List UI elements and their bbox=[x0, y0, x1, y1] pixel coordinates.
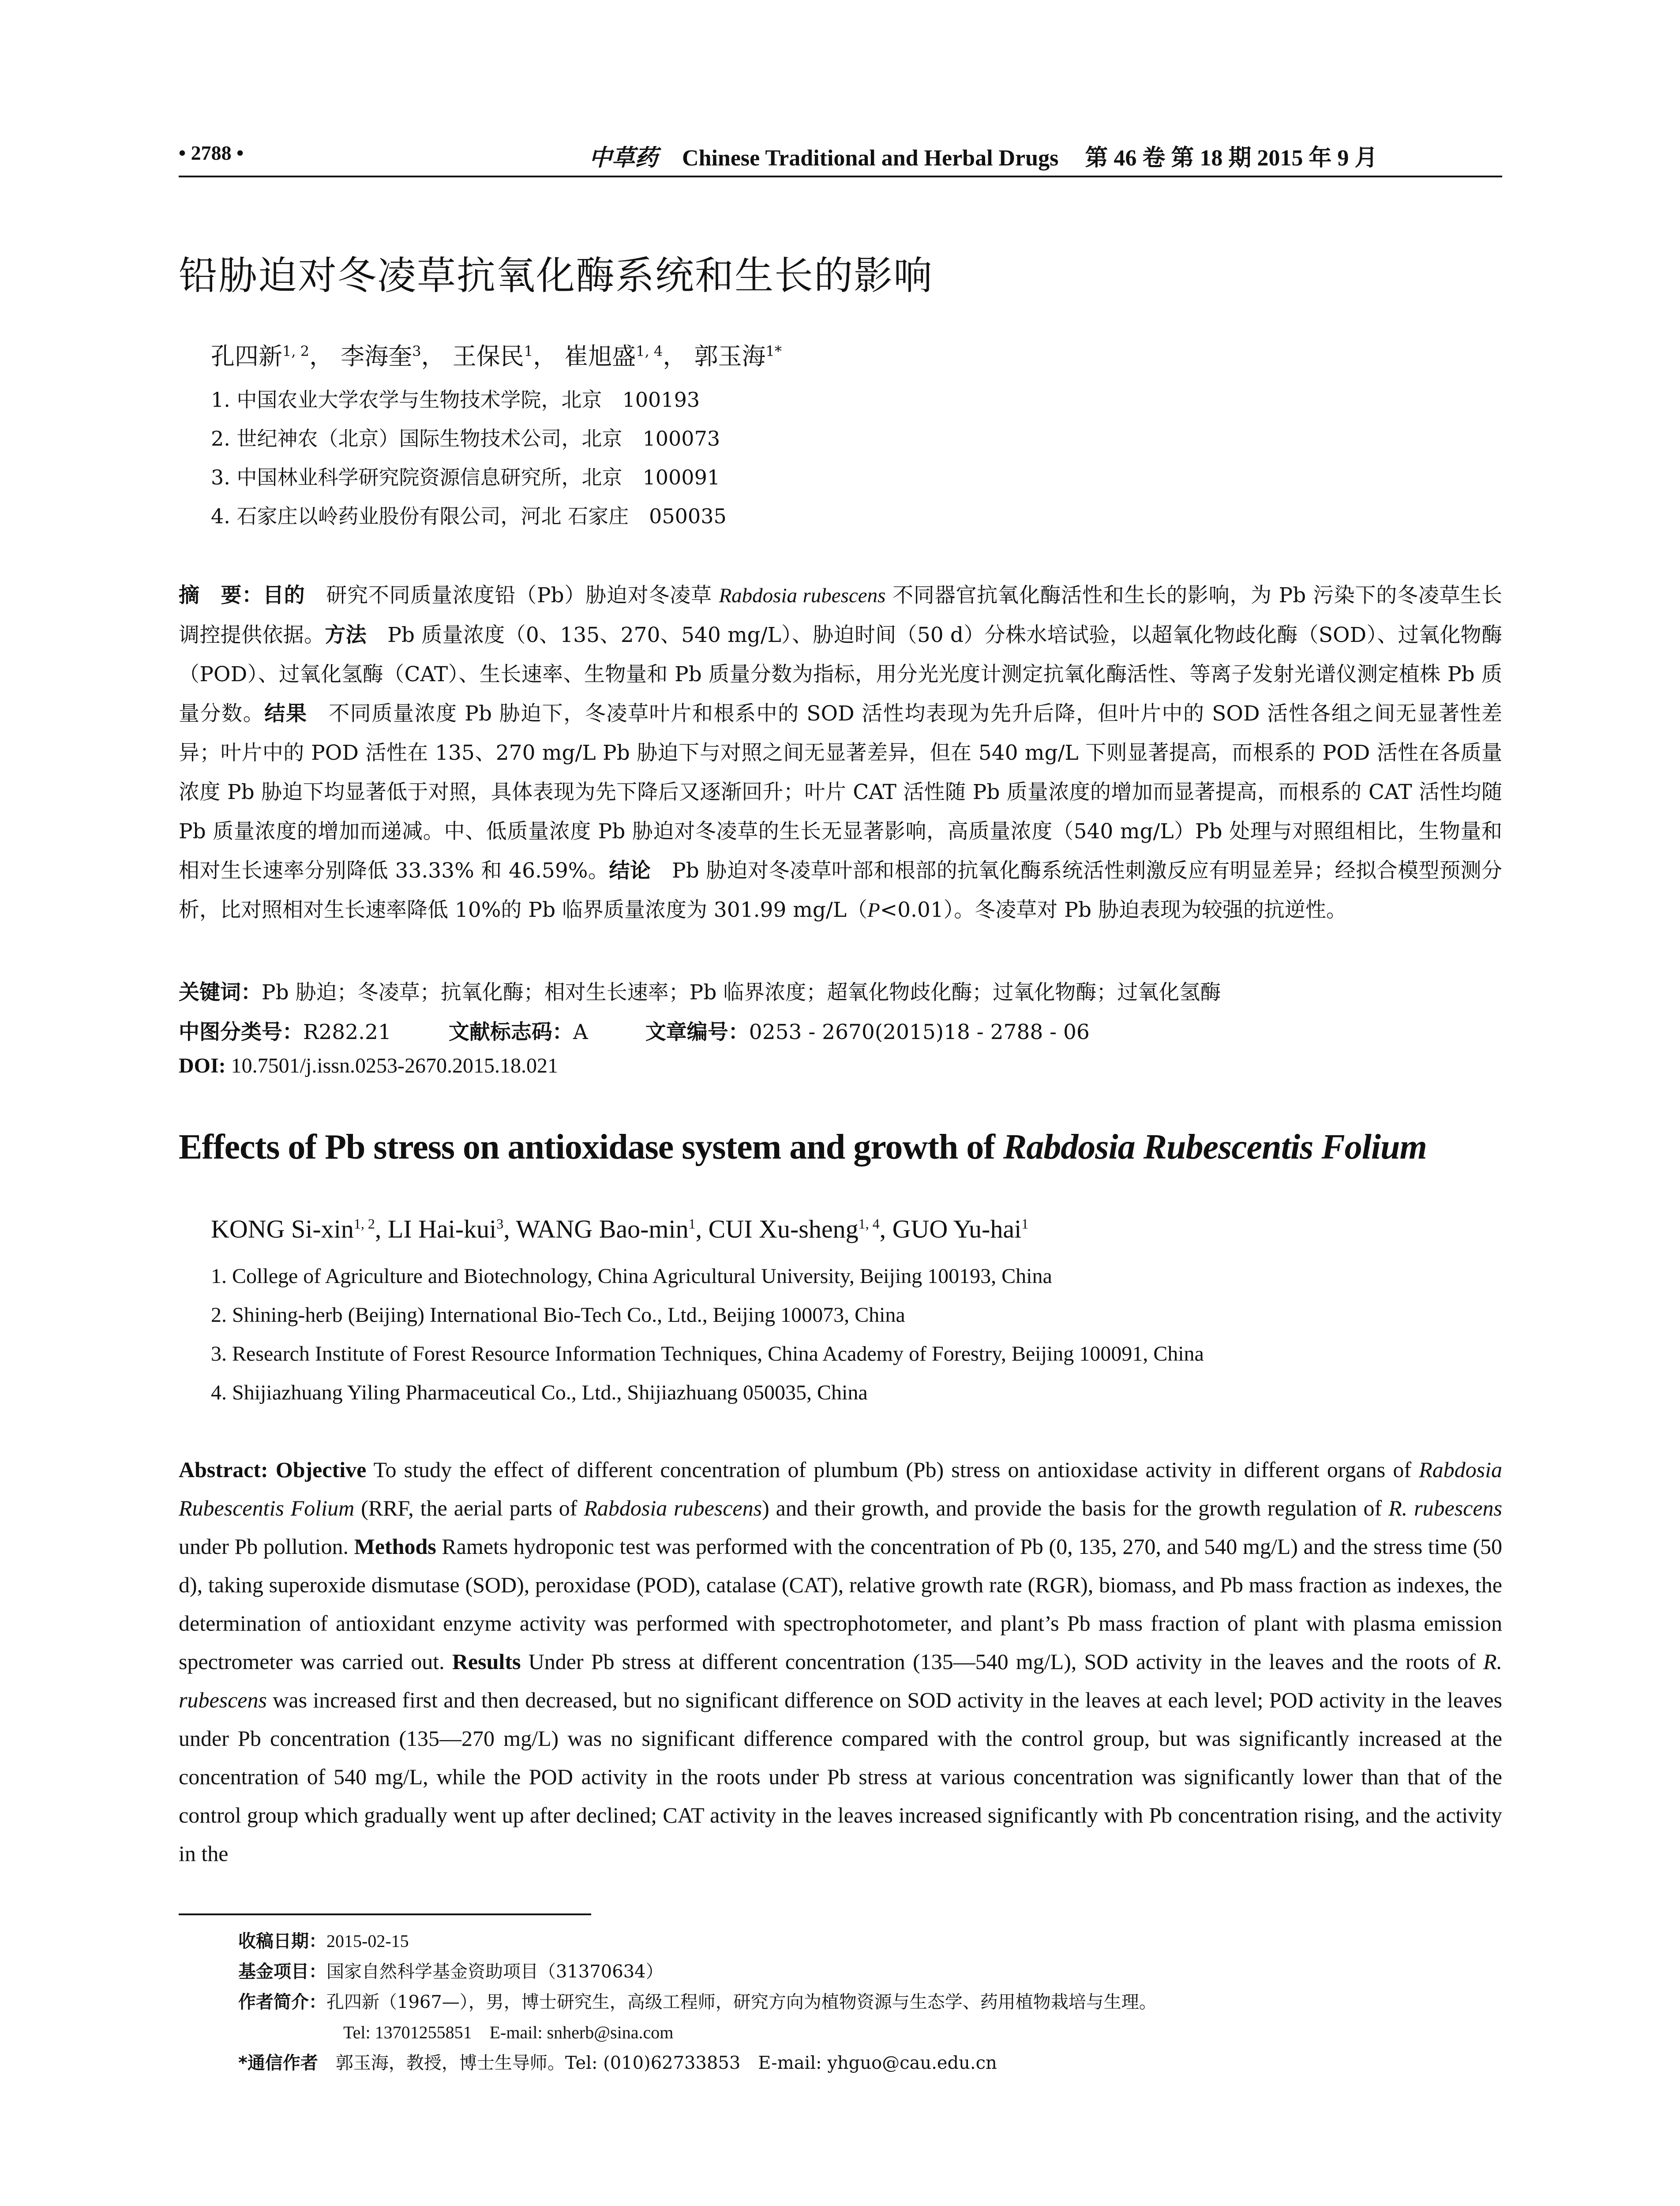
article-no-value: 0253 - 2670(2015)18 - 2788 - 06 bbox=[749, 1020, 1090, 1044]
clc-value: R282.21 bbox=[303, 1020, 391, 1044]
affiliation-cn-4: 4. 石家庄以岭药业股份有限公司，河北 石家庄 050035 bbox=[211, 504, 727, 528]
issue-info: 第 46 卷 第 18 期 2015 年 9 月 bbox=[1085, 146, 1378, 171]
running-header bbox=[179, 139, 1502, 179]
authors-cn bbox=[211, 338, 782, 371]
journal-name-cn: 中草药 bbox=[589, 144, 658, 171]
footnote-received: 收稿日期：2015-02-15 bbox=[238, 1931, 409, 1951]
title-cn: 铅胁迫对冬凌草抗氧化酶系统和生长的影响 bbox=[179, 253, 934, 298]
page-number: • 2788 • bbox=[179, 142, 244, 164]
author-cn: 郭玉海$^{1*}$ bbox=[694, 342, 782, 370]
keywords-label: 关键词： bbox=[179, 980, 262, 1005]
doi-label: DOI: bbox=[179, 1054, 226, 1077]
abstract-label: 摘 要： bbox=[179, 583, 263, 608]
affiliation-en-4: 4. Shijiazhuang Yiling Pharmaceutical Co., Ltd., Shijiazhuang 050035, China bbox=[211, 1381, 868, 1404]
author-en: WANG Bao-$\min^1$, bbox=[516, 1215, 709, 1243]
journal-name-en: Chinese Traditional and Herbal Drugs bbox=[682, 146, 1059, 171]
results-label: 结果 bbox=[264, 702, 308, 726]
doc-code-value: A bbox=[573, 1020, 588, 1044]
title-en: Effects of Pb stress on antioxidase system and growth of Rabdosia Rubescentis Folium bbox=[179, 1128, 1427, 1167]
footnote-author-contact: Tel: 13701255851 E-mail: snherb@sina.com bbox=[343, 2022, 674, 2042]
author-en: KONG Si-xin$^{1, 2}$, bbox=[211, 1215, 388, 1243]
methods-label: 方法 bbox=[325, 623, 367, 647]
author-cn: 崔旭盛$^{1, 4}$， bbox=[564, 342, 687, 370]
affiliation-cn-2: 2. 世纪神农（北京）国际生物技术公司，北京 100073 bbox=[211, 427, 720, 450]
results-en-label: Results bbox=[452, 1649, 521, 1674]
conclusion-label: 结论 bbox=[609, 859, 651, 883]
footnote-corresponding: *通信作者 郭玉海，教授，博士生导师。Tel: (010)62733853 E-mail: yhguo@cau.edu.cn bbox=[238, 2053, 997, 2073]
footnote-author: 作者简介：孔四新（1967—），男，博士研究生，高级工程师，研究方向为植物资源与生态学、药用植物栽培与生理。 bbox=[238, 1992, 1157, 2012]
doi-value: 10.7501/j.issn.0253-2670.2015.18.021 bbox=[225, 1054, 559, 1077]
affiliation-en-2: 2. Shining-herb (Beijing) International Bio-Tech Co., Ltd., Beijing 100073, China bbox=[211, 1303, 905, 1327]
affiliation-cn-1: 1. 中国农业大学农学与生物技术学院，北京 100193 bbox=[211, 388, 700, 412]
methods-en-label: Methods bbox=[354, 1534, 436, 1559]
affiliation-en-1: 1. College of Agriculture and Biotechnology, China Agricultural University, Beijing 100193, China bbox=[211, 1264, 1052, 1288]
author-cn: 孔四新$^{1, 2}$， bbox=[211, 342, 334, 370]
author-cn: 王保民$^1$， bbox=[452, 342, 557, 370]
classification-line: 中图分类号：R282.21 文献标志码：A 文章编号：0253 - 2670(2015)18 - 2788 - 06 bbox=[179, 1020, 1090, 1044]
doi-line bbox=[179, 1054, 558, 1078]
author-en: GUO Yu-hai$^1$ bbox=[892, 1215, 1029, 1243]
keywords-value: Pb 胁迫；冬凌草；抗氧化酶；相对生长速率；Pb 临界浓度；超氧化物歧化酶；过氧化物酶；过氧化氢酶 bbox=[262, 980, 1221, 1005]
keywords-cn bbox=[179, 976, 1221, 1005]
affiliation-cn-3: 3. 中国林业科学研究院资源信息研究所，北京 100091 bbox=[211, 465, 720, 489]
journal-line bbox=[589, 139, 1377, 172]
abstract-en-label: Abstract: Objective bbox=[179, 1457, 367, 1482]
author-en: CUI Xu-sheng$^{1, 4}$, bbox=[708, 1215, 892, 1243]
abstract-cn: 摘 要：目的 研究不同质量浓度铅（Pb）胁迫对冬凌草 Rabdosia rubescens 不同器官抗氧化酶活性和生长的影响，为 Pb 污染下的冬凌草生长调控提供依据。方法 Pb 质量浓度（0、135、270、540 mg/L）、胁迫时间（50 d）分株水培试验，以超氧化物歧化酶（SOD）、过氧化物酶（POD）、过氧化氢酶（CAT）、生长速率、生物量和 Pb 质量分数为指标，用分光光度计测定抗氧化酶活性、等离子发射光谱仪测定植株 Pb 质量分数。结果 不同质量浓度 Pb 胁迫下，冬凌草叶片和根系中的 SOD 活性均表现为先升后降，但叶片中的 SOD 活性各组之间无显著性差异；叶片中的 POD 活性在 135、270 mg/L Pb 胁迫下与对照之间无显著差异，但在 540 mg/L 下则显著提高，而根系的 POD 活性在各质量浓度 Pb 胁迫下均显著低于对照，具体表现为先下降后又逐渐回升；叶片 CAT 活性随 Pb 质量浓度的增加而显著提高，而根系的 CAT 活性均随 Pb 质量浓度的增加而递减。中、低质量浓度 Pb 胁迫对冬凌草的生长无显著影响，高质量浓度（540 mg/L）Pb 处理与对照组相比，生物量和相对生长速率分别降低 33.33% 和 46.59%。结论 Pb 胁迫对冬凌草叶部和根部的抗氧化酶系统活性刺激反应有明显差异；经拟合模型预测分析，比对照相对生长速率降低 10%的 Pb 临界质量浓度为 301.99 mg/L（P<0.01）。冬凌草对 Pb 胁迫表现为较强的抗逆性。 bbox=[179, 583, 1503, 922]
objective-label: 目的 bbox=[263, 583, 305, 608]
abstract-en: Abstract: Objective To study the effect of different concentration of plumbum (Pb) stress on antioxidase activity in different organs of Rabdosia Rubescentis Folium (RRF, the aerial parts of Rabdosia rubescens) and their growth, and provide the basis for the growth regulation of R. rubescens under Pb pollution. Methods Ramets hydroponic test was performed with the concentration of Pb (0, 135, 270, and 540 mg/L) and the stress time (50 d), taking superoxide dismutase (SOD), peroxidase (POD), catalase (CAT), relative growth rate (RGR), biomass, and Pb mass fraction as indexes, the determination of antioxidant enzyme activity was performed with spectrophotometer, and plant’s Pb mass fraction of plant with plasma emission spectrometer was carried out. Results Under Pb stress at different concentration (135—540 mg/L), SOD activity in the leaves and the roots of R. rubescens was increased first and then decreased, but no significant difference on SOD activity in the leaves at each level; POD activity in the leaves under Pb concentration (135—270 mg/L) was no significant difference compared with the control group, but was significantly increased at the concentration of 540 mg/L, while the POD activity in the roots under Pb stress at various concentration was significantly lower than that of the control group which gradually went up after declined; CAT activity in the leaves increased significantly with Pb concentration rising, and the activity in the bbox=[179, 1457, 1503, 1866]
footnote-rule bbox=[179, 1913, 591, 1915]
authors-en bbox=[211, 1214, 1028, 1244]
header-rule bbox=[179, 176, 1502, 177]
affiliation-en-3: 3. Research Institute of Forest Resource Information Techniques, China Academy of Forestry, Beijing 100091, China bbox=[211, 1342, 1204, 1366]
author-en: LI Hai-kui$^3$, bbox=[387, 1215, 516, 1243]
footnote-fund: 基金项目：国家自然科学基金资助项目（31370634） bbox=[238, 1962, 664, 1982]
author-cn: 李海奎$^3$， bbox=[341, 342, 445, 370]
